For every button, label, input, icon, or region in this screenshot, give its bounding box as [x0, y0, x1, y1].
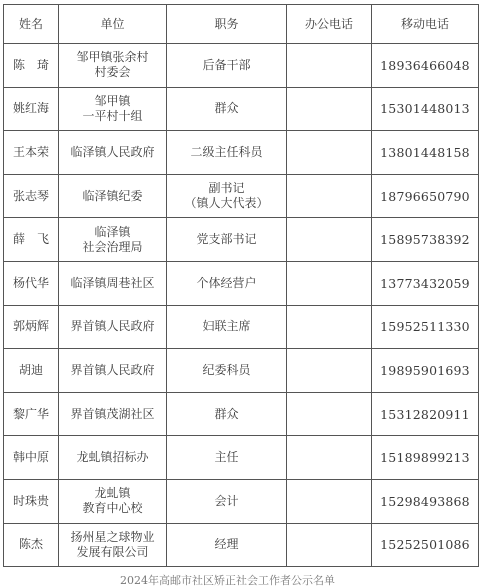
position-line: 妇联主席 — [202, 319, 251, 334]
unit-line: 教育中心校 — [82, 501, 143, 516]
cell-mobile-phone — [372, 261, 479, 305]
cell-office-phone — [287, 44, 372, 88]
name-text: 时珠贵 — [12, 493, 49, 508]
cell-name — [4, 479, 59, 523]
table-row — [4, 523, 479, 567]
cell-office-phone — [287, 131, 372, 175]
cell-mobile-phone — [372, 44, 479, 88]
cell-office-phone — [287, 392, 372, 436]
position-line: 副书记 — [208, 181, 245, 196]
unit-line: 龙虬镇招标办 — [76, 450, 149, 465]
position-line: 后备干部 — [202, 57, 251, 72]
header-position: 职务 — [167, 5, 287, 44]
cell-unit — [59, 174, 167, 218]
unit-line: 扬州星之球物业 — [70, 529, 155, 544]
cell-unit — [59, 44, 167, 88]
table-row — [4, 174, 479, 218]
table-header-row — [4, 5, 479, 44]
name-text: 陈 琦 — [12, 57, 49, 72]
name-text: 姚红海 — [12, 101, 49, 116]
footer-caption: 2024年高邮市社区矫正社会工作者公示名单 — [120, 574, 335, 587]
cell-name — [4, 131, 59, 175]
cell-office-phone — [287, 218, 372, 262]
unit-line: 邹甲镇张余村 — [76, 50, 149, 65]
table-row — [4, 479, 479, 523]
cell-position — [167, 305, 287, 349]
cell-mobile-phone — [372, 305, 479, 349]
name-text: 韩中原 — [12, 450, 49, 465]
unit-line: 临泽镇人民政府 — [70, 144, 155, 159]
cell-position — [167, 218, 287, 262]
cell-unit — [59, 523, 167, 567]
cell-position — [167, 523, 287, 567]
cell-name — [4, 523, 59, 567]
cell-mobile-phone — [372, 392, 479, 436]
name-text: 王本荣 — [12, 144, 49, 159]
mobile-phone-text: 15252501086 — [380, 537, 470, 553]
mobile-phone-text: 15301448013 — [380, 101, 470, 117]
table-row — [4, 87, 479, 131]
cell-office-phone — [287, 261, 372, 305]
cell-name — [4, 44, 59, 88]
cell-office-phone — [287, 479, 372, 523]
unit-line: 村委会 — [94, 65, 131, 80]
mobile-phone-text: 15189899213 — [380, 450, 470, 466]
cell-office-phone — [287, 523, 372, 567]
mobile-phone-text: 15895738392 — [380, 232, 470, 248]
mobile-phone-text: 15952511330 — [380, 319, 470, 335]
table-row — [4, 131, 479, 175]
unit-line: 界首镇茂湖社区 — [70, 406, 155, 421]
cell-unit — [59, 131, 167, 175]
unit-line: 一平村十组 — [82, 108, 143, 123]
header-unit: 单位 — [59, 5, 167, 44]
unit-line: 邹甲镇 — [94, 93, 131, 108]
cell-office-phone — [287, 87, 372, 131]
cell-mobile-phone — [372, 349, 479, 393]
cell-mobile-phone — [372, 87, 479, 131]
mobile-phone-text: 19895901693 — [380, 362, 470, 378]
cell-position — [167, 392, 287, 436]
table-row — [4, 392, 479, 436]
unit-line: 临泽镇周巷社区 — [70, 275, 155, 290]
unit-line: 龙虬镇 — [94, 486, 131, 501]
cell-office-phone — [287, 305, 372, 349]
cell-position — [167, 131, 287, 175]
cell-position — [167, 436, 287, 480]
cell-unit — [59, 218, 167, 262]
contact-table — [3, 4, 479, 567]
position-line: 党支部书记 — [196, 232, 257, 247]
table-body — [4, 44, 479, 567]
cell-position — [167, 479, 287, 523]
cell-name — [4, 87, 59, 131]
position-line: 纪委科员 — [202, 362, 251, 377]
cell-position — [167, 261, 287, 305]
cell-unit — [59, 261, 167, 305]
position-line: 主任 — [214, 450, 239, 465]
cell-mobile-phone — [372, 523, 479, 567]
cell-mobile-phone — [372, 174, 479, 218]
header-office-phone: 办公电话 — [287, 5, 372, 44]
name-text: 薛 飞 — [12, 232, 49, 247]
position-line: 经理 — [214, 537, 239, 552]
position-line: 个体经营户 — [196, 275, 257, 290]
position-line: （镇人大代表） — [184, 196, 269, 211]
table-row — [4, 349, 479, 393]
header-name: 姓名 — [4, 5, 59, 44]
cell-name — [4, 218, 59, 262]
unit-line: 发展有限公司 — [76, 544, 149, 559]
unit-line: 社会治理局 — [82, 239, 143, 254]
unit-line: 临泽镇纪委 — [82, 188, 143, 203]
cell-unit — [59, 392, 167, 436]
cell-position — [167, 87, 287, 131]
cell-unit — [59, 305, 167, 349]
cell-office-phone — [287, 436, 372, 480]
name-text: 黎广华 — [12, 406, 49, 421]
cell-position — [167, 349, 287, 393]
mobile-phone-text: 15298493868 — [380, 493, 470, 509]
unit-line: 界首镇人民政府 — [70, 319, 155, 334]
table-row — [4, 218, 479, 262]
position-line: 二级主任科员 — [190, 144, 263, 159]
mobile-phone-text: 18936466048 — [380, 57, 470, 73]
position-line: 群众 — [214, 406, 239, 421]
position-line: 会计 — [214, 493, 239, 508]
cell-position — [167, 44, 287, 88]
cell-name — [4, 349, 59, 393]
name-text: 胡迪 — [18, 362, 43, 377]
cell-unit — [59, 349, 167, 393]
cell-name — [4, 436, 59, 480]
cell-name — [4, 392, 59, 436]
name-text: 张志琴 — [12, 188, 49, 203]
cell-mobile-phone — [372, 436, 479, 480]
mobile-phone-text: 13773432059 — [380, 275, 470, 291]
cell-mobile-phone — [372, 479, 479, 523]
unit-line: 临泽镇 — [94, 224, 131, 239]
position-line: 群众 — [214, 101, 239, 116]
mobile-phone-text: 15312820911 — [380, 406, 470, 422]
cell-mobile-phone — [372, 131, 479, 175]
cell-position — [167, 174, 287, 218]
name-text: 郭炳辉 — [12, 319, 49, 334]
name-text: 陈杰 — [18, 537, 43, 552]
cell-name — [4, 261, 59, 305]
table-row — [4, 44, 479, 88]
mobile-phone-text: 13801448158 — [380, 144, 470, 160]
table-row — [4, 305, 479, 349]
cell-name — [4, 305, 59, 349]
table-row — [4, 436, 479, 480]
table-row — [4, 261, 479, 305]
cell-unit — [59, 87, 167, 131]
cell-mobile-phone — [372, 218, 479, 262]
cell-office-phone — [287, 174, 372, 218]
cell-unit — [59, 479, 167, 523]
cell-unit — [59, 436, 167, 480]
cell-office-phone — [287, 349, 372, 393]
unit-line: 界首镇人民政府 — [70, 362, 155, 377]
mobile-phone-text: 18796650790 — [380, 188, 470, 204]
header-mobile-phone: 移动电话 — [372, 5, 479, 44]
name-text: 杨代华 — [12, 275, 49, 290]
cell-name — [4, 174, 59, 218]
